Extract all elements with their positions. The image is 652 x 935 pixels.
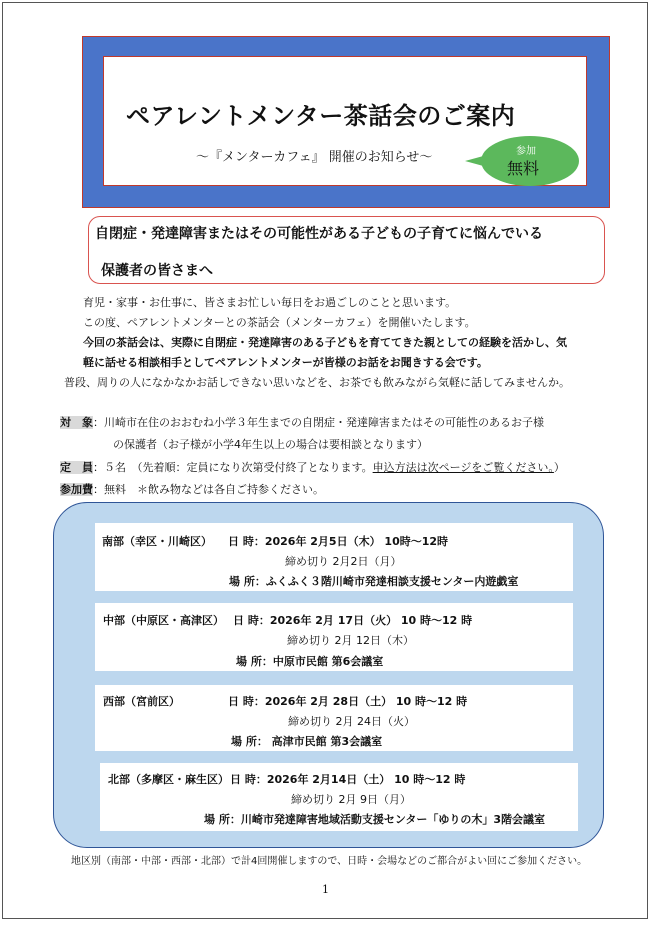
- capacity-label: 定 員: [60, 461, 93, 474]
- capacity-close: ）: [553, 461, 565, 474]
- target-text: ：川崎市在住のおおむね小学３年生までの自閉症・発達障害またはその可能性のあるお子様: [93, 416, 544, 429]
- session-venue: 場 所：川崎市発達障害地域活動支援センター「ゆりの木」3階会議室: [204, 813, 546, 826]
- intro-line-5: 普段、周りの人になかなかお話しできない思いなどを、お茶でも飲みながら気軽に話してみませんか。: [64, 376, 570, 389]
- free-badge-label: 無料: [507, 159, 540, 178]
- page-subtitle: ～『メンターカフェ』 開催のお知らせ～: [196, 150, 433, 165]
- fee-label: 参加費: [60, 483, 93, 496]
- application-link[interactable]: 申込方法は次ページをご覧ください。: [372, 461, 554, 474]
- intro-line-4: 軽に話せる相談相手としてペアレントメンターが皆様のお話をお聞きする会です。: [83, 356, 488, 369]
- session-deadline: 締め切り 2月 9日（月）: [291, 793, 411, 806]
- fee-text: ：無料 ＊飲み物などは各自ご持参ください。: [93, 483, 324, 496]
- target-label: 対 象: [60, 416, 93, 429]
- session-date: 日 時：2026年 2月 17日（火） 10 時～12 時: [233, 614, 473, 627]
- session-area: 西部（宮前区）: [103, 695, 180, 708]
- session-area: 中部（中原区・高津区）: [103, 614, 224, 627]
- session-area: 北部（多摩区・麻生区）: [108, 773, 229, 786]
- session-venue: 場 所：中原市民館 第6会議室: [236, 655, 384, 668]
- session-deadline: 締め切り 2月 24日（火）: [288, 715, 415, 728]
- session-date: 日 時：2026年 2月14日（土） 10 時～12 時: [230, 773, 466, 786]
- session-venue: 場 所：ふくふく３階川崎市発達相談支援センター内遊戯室: [229, 575, 519, 588]
- session-venue: 場 所： 高津市民館 第3会議室: [231, 735, 383, 748]
- capacity-text: ：５名 （先着順：定員になり次第受付終了となります。: [93, 461, 373, 474]
- target-row: [60, 414, 544, 430]
- audience-line-1: 自閉症・発達障害またはその可能性がある子どもの子育てに悩んでいる: [95, 226, 543, 242]
- intro-line-1: 育児・家事・お仕事に、皆さまお忙しい毎日をお過ごしのことと思います。: [83, 296, 457, 309]
- session-date: 日 時：2026年 2月5日（木） 10時～12時: [228, 535, 449, 548]
- intro-line-2: この度、ペアレントメンターとの茶話会（メンターカフェ）を開催いたします。: [83, 316, 476, 329]
- session-deadline: 締め切り 2月 12日（木）: [287, 634, 414, 647]
- intro-line-3: 今回の茶話会は、実際に自閉症・発達障害のある子どもを育ててきた親としての経験を活かし、気: [83, 336, 567, 349]
- fee-row: [60, 481, 324, 497]
- target-text-2: の保護者（お子様が小学4年生以上の場合は要相談となります）: [113, 438, 428, 451]
- footer-note: 地区別（南部・中部・西部・北部）で計4回開催しますので、日時・会場などのご都合がよい回にご参加ください。: [71, 856, 588, 867]
- page-number: 1: [322, 883, 329, 896]
- session-date: 日 時：2026年 2月 28日（土） 10 時～12 時: [228, 695, 468, 708]
- audience-line-2: 保護者の皆さまへ: [101, 263, 213, 279]
- session-area: 南部（幸区・川崎区）: [102, 535, 212, 548]
- free-badge-small-label: 参加: [516, 146, 536, 157]
- page-title: ペアレントメンター茶話会のご案内: [126, 102, 516, 130]
- session-deadline: 締め切り 2月2日（月）: [285, 555, 402, 568]
- capacity-row: [60, 459, 565, 475]
